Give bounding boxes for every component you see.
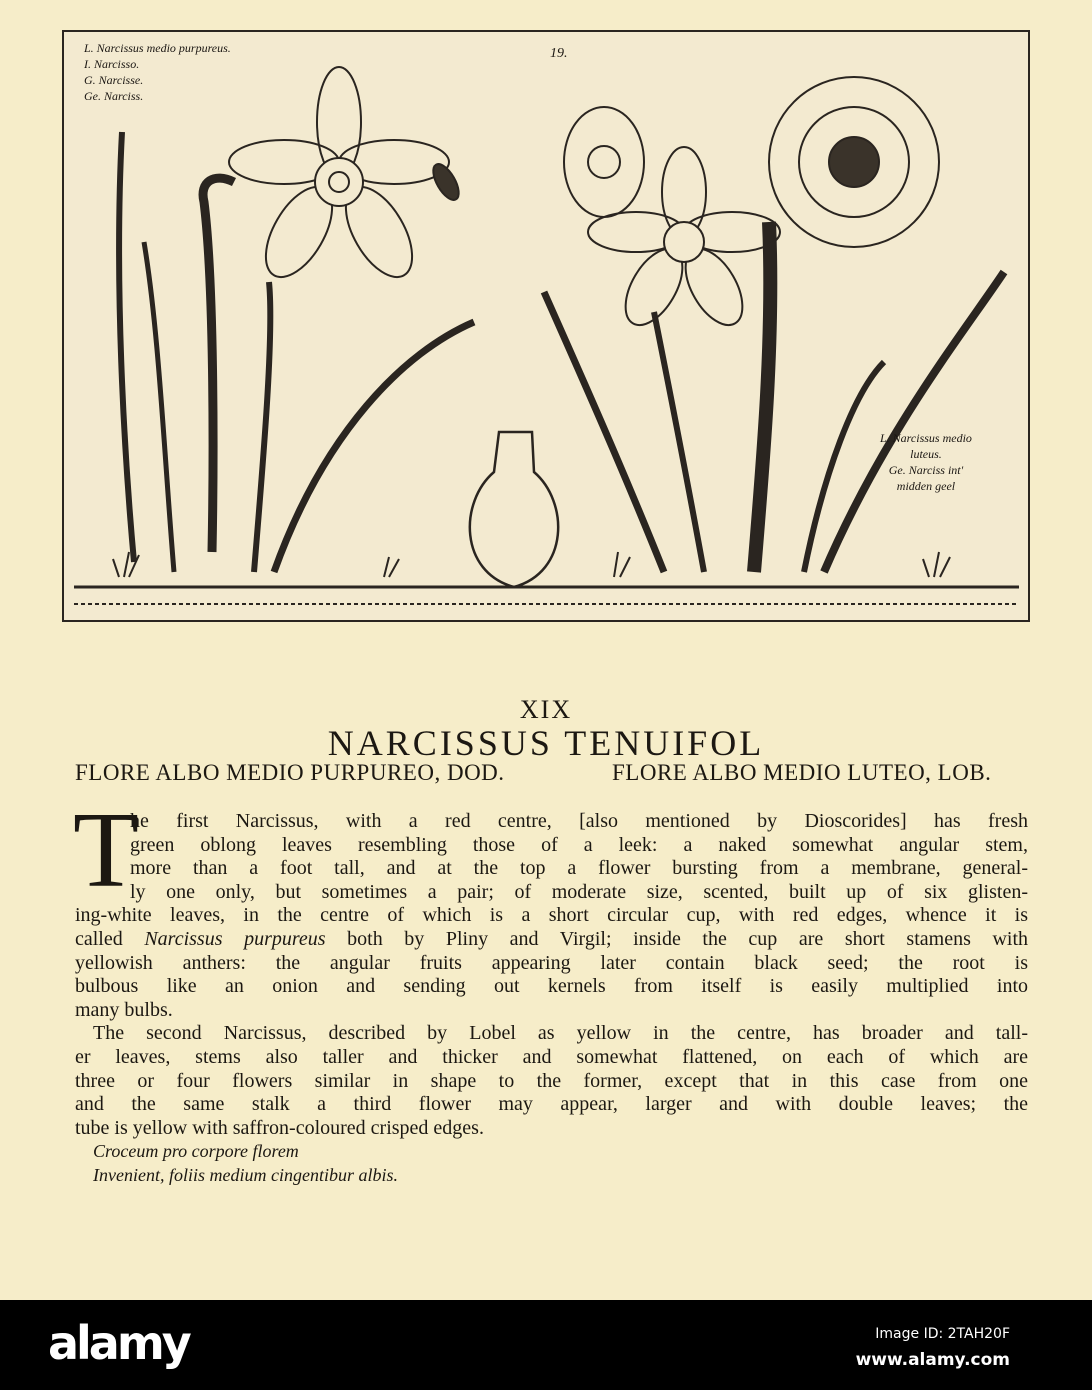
italic-name: Narcissus purpureus: [144, 927, 326, 950]
drop-cap: T: [73, 791, 139, 910]
text-line: tube is yellow with saffron-coloured crisped edges.: [75, 1116, 484, 1139]
verse-line: Croceum pro corpore florem: [93, 1141, 299, 1162]
label-line: luteus.: [910, 447, 942, 461]
text-line: green oblong leaves resembling those of a leek: a naked somewhat angular stem,: [130, 833, 1028, 856]
text-line: The second Narcissus, described by Lobel as yellow in the centre, has broader and tall-: [93, 1022, 1028, 1045]
text-line: he first Narcissus, with a red centre, [also mentioned by Dioscorides] has fresh: [130, 810, 1028, 832]
page-title: NARCISSUS TENUIFOL: [327, 723, 765, 763]
text-line: er leaves, stems also taller and thicker and somewhat flattened, on each of which are: [75, 1045, 1028, 1068]
text-span: both by Pliny and Virgil; inside the cup are short stamens with: [325, 927, 1028, 950]
text-line: ly one only, but sometimes a pair; of moderate size, scented, built up of six glisten-: [130, 880, 1028, 903]
text-line: many bulbs.: [75, 998, 173, 1021]
label-line: midden geel: [896, 479, 956, 493]
verse-line: Invenient, foliis medium cingentibur albis.: [93, 1164, 398, 1185]
chapter-number: XIX: [519, 695, 573, 724]
right-plant-label: [880, 430, 972, 494]
site-url: www.alamy.com: [855, 1350, 1010, 1370]
watermark-bar: [0, 1300, 1092, 1390]
label-line: Ge. Narciss.: [84, 89, 144, 103]
text-line: more than a foot tall, and at the top a flower bursting from a membrane, general-: [130, 857, 1028, 880]
text-line: [75, 928, 1028, 952]
label-line: G. Narcisse.: [84, 73, 144, 87]
text-line: ing-white leaves, in the centre of which is a short circular cup, with red edges, whence it is: [75, 904, 1028, 927]
alamy-logo: alamy: [48, 1316, 189, 1370]
body-text: [73, 791, 1028, 1188]
narcissus-illustration: [64, 32, 1028, 620]
label-line: I. Narcisso.: [84, 57, 140, 71]
engraving-plate: [62, 30, 1030, 622]
page-number: 19.: [550, 46, 568, 61]
label-line: L. Narcissus medio: [880, 431, 972, 445]
label-line: L. Narcissus medio purpureus.: [84, 41, 231, 55]
label-line: Ge. Narciss int': [888, 463, 964, 477]
text-span: called: [75, 927, 145, 950]
text-line: bulbous like an onion and sending out kernels from itself is easily multiplied into: [75, 975, 1028, 998]
subtitle-right: FLORE ALBO MEDIO LUTEO, LOB.: [612, 760, 992, 785]
text-line: three or four flowers similar in shape to the former, except that in this case from one: [75, 1069, 1028, 1092]
subtitle-left: FLORE ALBO MEDIO PURPUREO, DOD.: [75, 760, 505, 785]
left-plant-label: [84, 40, 231, 104]
image-id: Image ID: 2TAH20F: [875, 1326, 1010, 1342]
text-line: and the same stalk a third flower may appear, larger and with double leaves; the: [75, 1093, 1028, 1116]
text-line: yellowish anthers: the angular fruits appearing later contain black seed; the root is: [75, 951, 1028, 974]
